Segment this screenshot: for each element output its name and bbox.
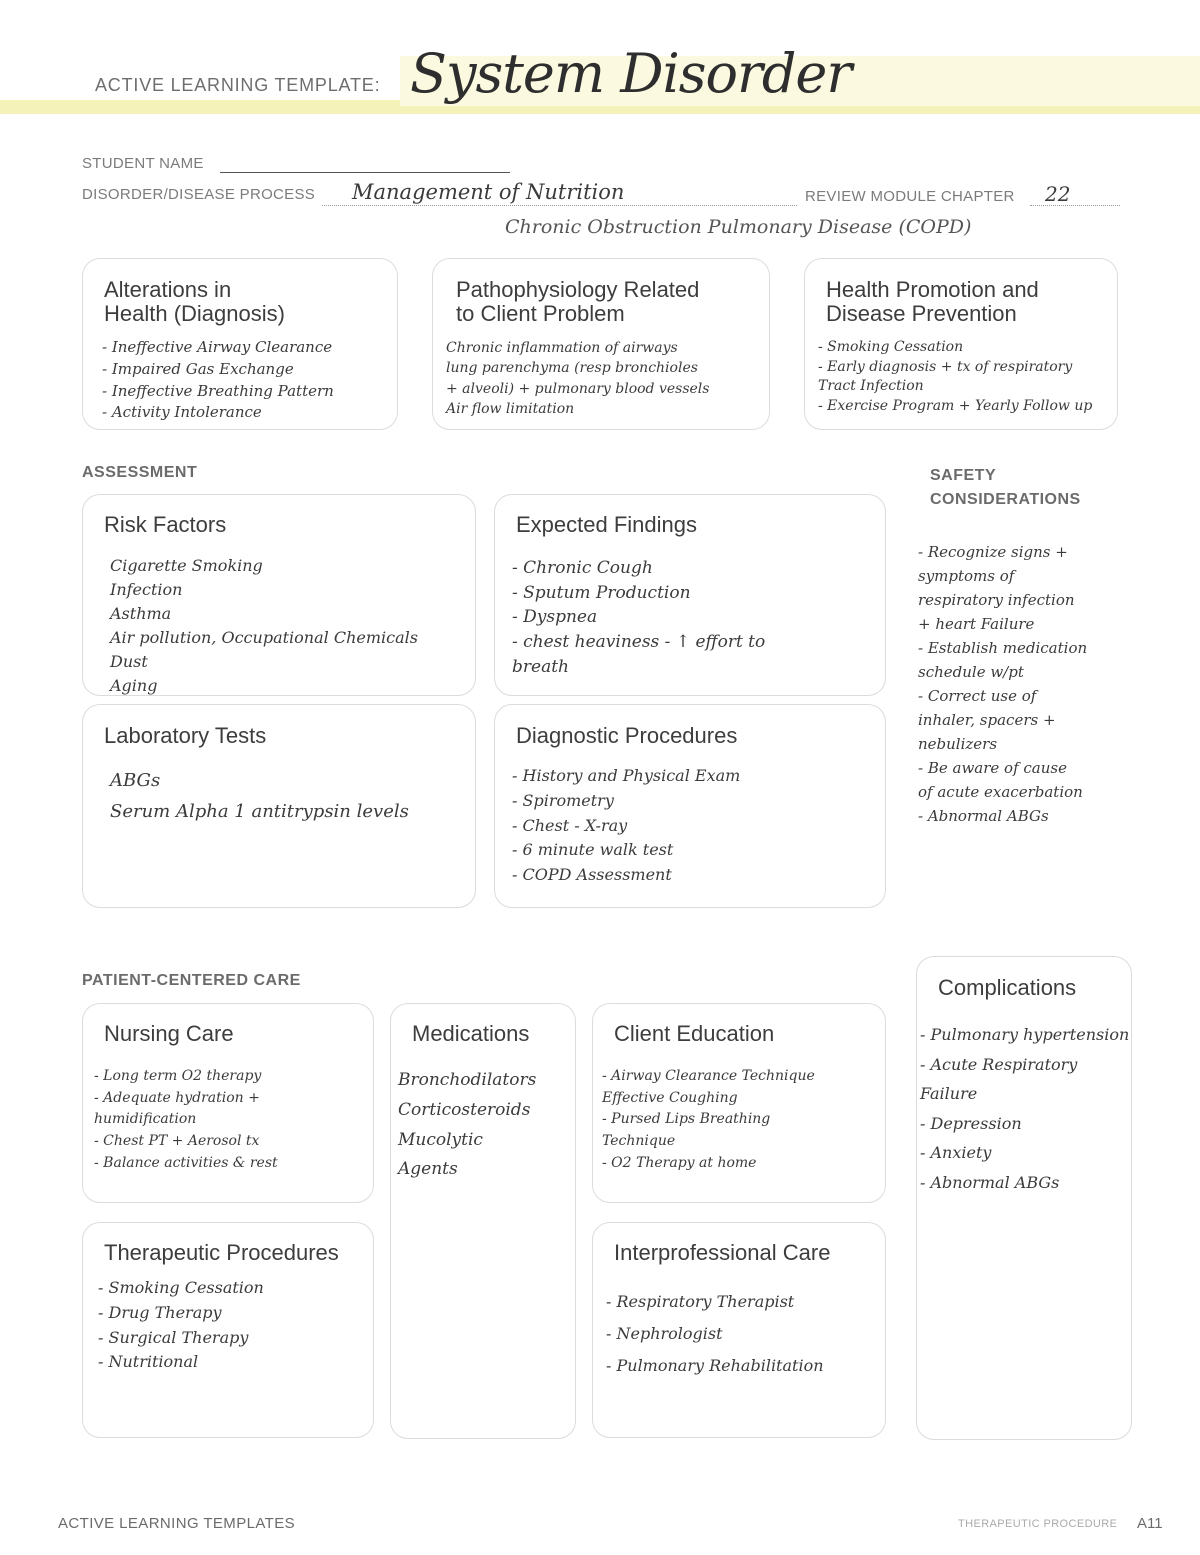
medications-title: Medications xyxy=(412,1021,530,1046)
risk-factors-title: Risk Factors xyxy=(104,512,227,537)
nursing-care-content: - Long term O2 therapy - Adequate hydration + humidification - Chest PT + Aerosol tx - Balance activities & rest xyxy=(94,1068,278,1171)
footer-right-label: THERAPEUTIC PROCEDURE xyxy=(958,1518,1118,1530)
safety-label: SAFETY CONSIDERATIONS xyxy=(930,467,1081,508)
header-prefix: ACTIVE LEARNING TEMPLATE: xyxy=(95,75,381,95)
health-promotion-title: Health Promotion and Disease Prevention xyxy=(826,277,1039,327)
interprofessional-care-title: Interprofessional Care xyxy=(614,1240,831,1265)
risk-factors-content: Cigarette Smoking Infection Asthma Air pollution, Occupational Chemicals Dust Aging xyxy=(110,556,418,695)
chapter-label: REVIEW MODULE CHAPTER xyxy=(805,188,1015,205)
footer-left: ACTIVE LEARNING TEMPLATES xyxy=(58,1515,295,1532)
medications-content: Bronchodilators Corticosteroids Mucolytic Agents xyxy=(398,1070,537,1180)
client-education-title: Client Education xyxy=(614,1021,775,1046)
nursing-care-title: Nursing Care xyxy=(104,1021,234,1046)
interprofessional-care-content: - Respiratory Therapist - Nephrologist - Pulmonary Rehabilitation xyxy=(606,1292,824,1375)
expected-findings-content: - Chronic Cough - Sputum Production - Dyspnea - chest heaviness - ↑ effort to breath xyxy=(512,558,766,677)
assessment-label: ASSESSMENT xyxy=(82,464,198,481)
footer-page-number: A11 xyxy=(1137,1515,1163,1532)
disorder-value: Management of Nutrition xyxy=(352,180,625,204)
therapeutic-procedures-title: Therapeutic Procedures xyxy=(104,1240,339,1265)
patient-care-label: PATIENT-CENTERED CARE xyxy=(82,972,301,989)
pathophysiology-title: Pathophysiology Related to Client Problem xyxy=(456,277,700,327)
disorder-value-2: Chronic Obstruction Pulmonary Disease (COPD) xyxy=(505,216,972,238)
alterations-content: - Ineffective Airway Clearance - Impaired Gas Exchange - Ineffective Breathing Pattern - Activity Intolerance xyxy=(102,338,334,422)
client-education-content: - Airway Clearance Technique Effective Coughing - Pursed Lips Breathing Technique - O2 Therapy at home xyxy=(602,1068,815,1171)
page-title: System Disorder xyxy=(410,42,852,105)
complications-title: Complications xyxy=(938,975,1077,1000)
expected-findings-title: Expected Findings xyxy=(516,512,697,537)
health-promotion-content: - Smoking Cessation - Early diagnosis + tx of respiratory Tract Infection - Exercise Program + Yearly Follow up xyxy=(818,339,1093,414)
student-name-line xyxy=(220,172,510,173)
student-name-label: STUDENT NAME xyxy=(82,155,204,172)
diagnostic-procedures-title: Diagnostic Procedures xyxy=(516,723,738,748)
complications-content: - Pulmonary hypertension - Acute Respiratory Failure - Depression - Anxiety - Abnormal ABGs xyxy=(920,1025,1130,1192)
lab-tests-title: Laboratory Tests xyxy=(104,723,267,748)
therapeutic-procedures-content: - Smoking Cessation - Drug Therapy - Surgical Therapy - Nutritional xyxy=(98,1278,264,1372)
disorder-label: DISORDER/DISEASE PROCESS xyxy=(82,186,316,203)
pathophysiology-content: Chronic inflammation of airways lung parenchyma (resp bronchioles + alveoli) + pulmonary blood vessels Air flow limitation xyxy=(446,340,710,417)
chapter-value: 22 xyxy=(1045,182,1071,206)
safety-content: - Recognize signs + symptoms of respiratory infection + heart Failure - Establish medication schedule w/pt - Correct use of inhaler, spacers + nebulizers - Be aware of cause of acute exacerbation - Abnormal ABGs xyxy=(918,543,1088,825)
lab-tests-content: ABGs Serum Alpha 1 antitrypsin levels xyxy=(110,770,409,822)
diagnostic-procedures-content: - History and Physical Exam - Spirometry - Chest - X-ray - 6 minute walk test - COPD Assessment xyxy=(512,766,741,885)
alterations-title: Alterations in Health (Diagnosis) xyxy=(104,277,285,327)
chapter-line xyxy=(1030,205,1120,206)
